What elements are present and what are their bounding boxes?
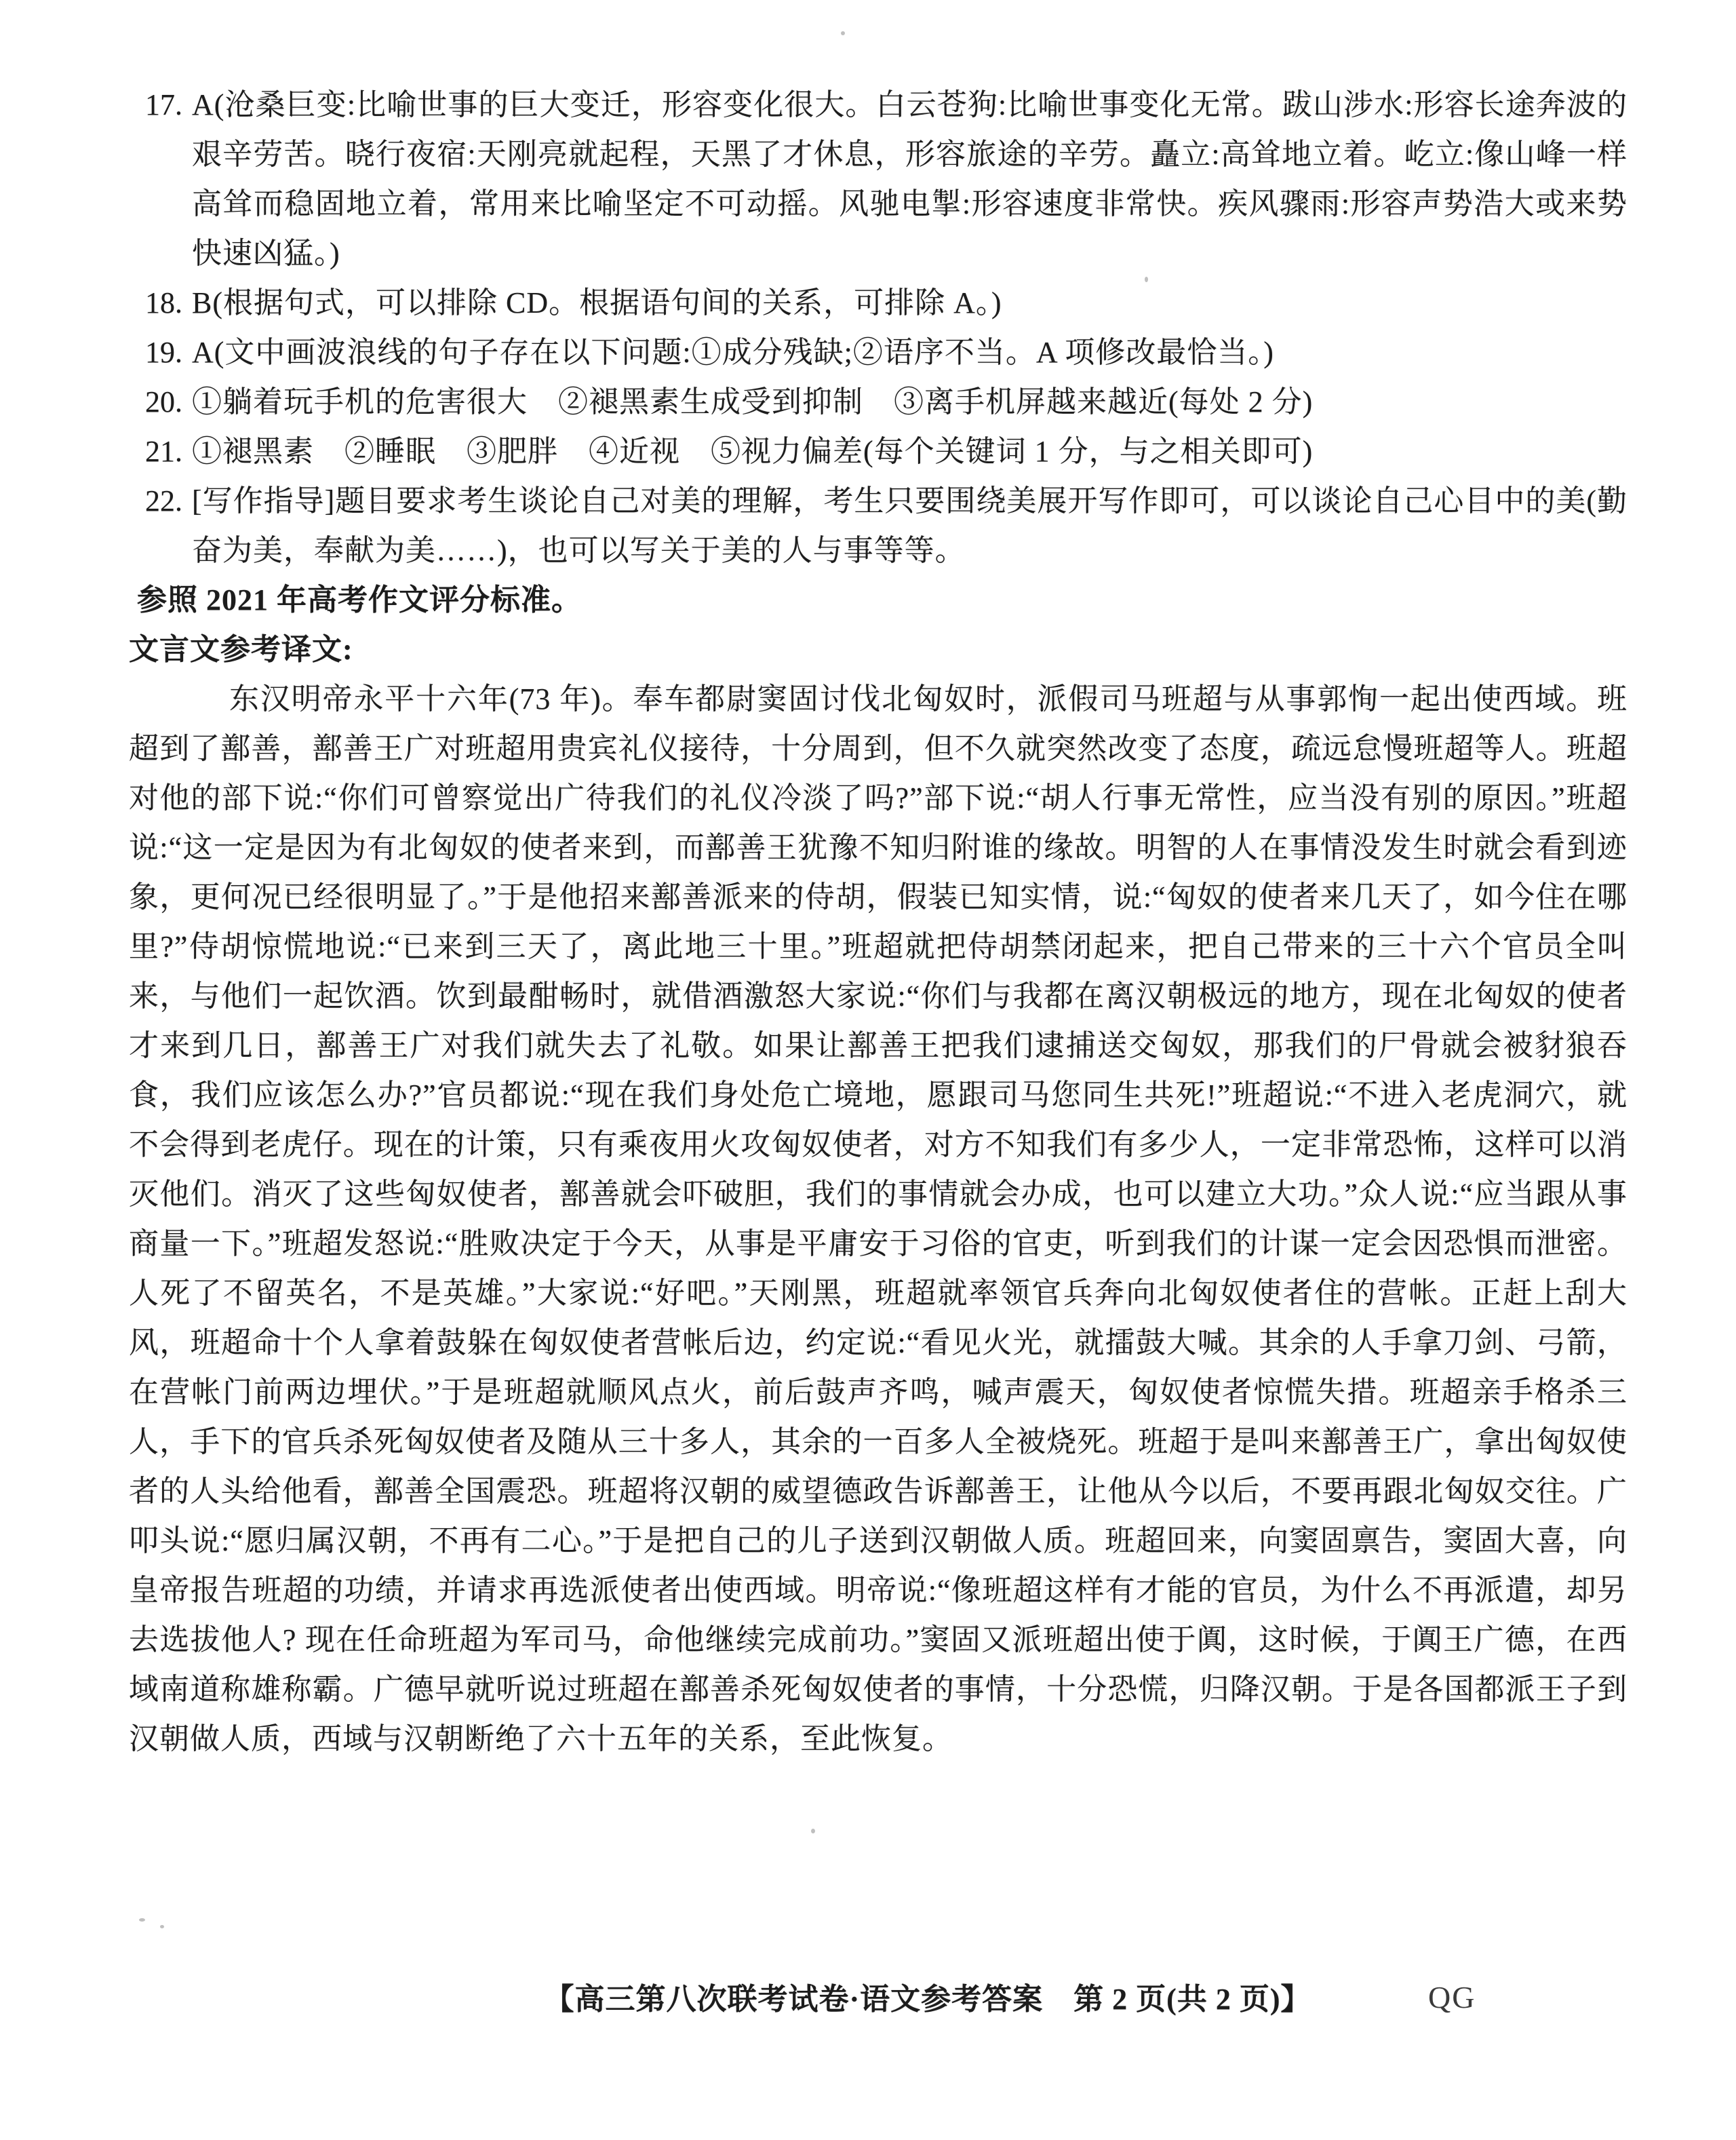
answer-item-number: 17. — [145, 88, 182, 121]
grading-note: 参照 2021 年高考作文评分标准。 — [137, 583, 582, 617]
scan-speck — [160, 1925, 164, 1928]
answer-item-number: 21. — [145, 435, 182, 468]
answer-item-number: 20. — [145, 385, 182, 419]
scan-speck — [841, 31, 845, 35]
answer-item-text: ①褪黑素 ②睡眠 ③肥胖 ④近视 ⑤视力偏差(每个关键词 1 分，与之相关即可) — [192, 435, 1314, 468]
scan-speck — [139, 1918, 145, 1922]
answer-item-number: 19. — [145, 336, 182, 369]
scan-speck — [811, 1829, 815, 1833]
answer-item — [129, 427, 1628, 476]
answer-item-text: B(根据句式，可以排除 CD。根据语句间的关系，可排除 A。) — [192, 286, 1002, 319]
answer-item-text: [写作指导]题目要求考生谈论自己对美的理解，考生只要围绕美展开写作即可，可以谈论自己心目中的美(勤奋为美，奉献为美……)，也可以写关于美的人与事等等。 — [192, 484, 1628, 567]
scan-speck — [1145, 277, 1148, 282]
answer-item-number: 22. — [145, 484, 182, 518]
answer-item-text: A(沧桑巨变:比喻世事的巨大变迁，形容变化很大。白云苍狗:比喻世事变化无常。跋山涉水:形容长途奔波的艰辛劳苦。晓行夜宿:天刚亮就起程，天黑了才休息，形容旅途的辛劳。矗立:高耸地立着。屹立:像山峰一样高耸而稳固地立着，常用来比喻坚定不可动摇。风驰电掣:形容速度非常快。疾风骤雨:形容声势浩大或来势快速凶猛。) — [192, 88, 1628, 270]
section-title-translation: 文言文参考译文: — [129, 633, 353, 666]
answer-item — [129, 476, 1628, 575]
classical-translation-paragraph: 东汉明帝永平十六年(73 年)。奉车都尉窦固讨伐北匈奴时，派假司马班超与从事郭恂一起出使西域。班超到了鄯善，鄯善王广对班超用贵宾礼仪接待，十分周到，但不久就突然改变了态度，疏远怠慢班超等人。班超对他的部下说:“你们可曾察觉出广待我们的礼仪冷淡了吗?”部下说:“胡人行事无常性，应当没有别的原因。”班超说:“这一定是因为有北匈奴的使者来到，而鄯善王犹豫不知归附谁的缘故。明智的人在事情没发生时就会看到迹象，更何况已经很明显了。”于是他招来鄯善派来的侍胡，假装已知实情，说:“匈奴的使者来几天了，如今住在哪里?”侍胡惊慌地说:“已来到三天了，离此地三十里。”班超就把侍胡禁闭起来，把自己带来的三十六个官员全叫来，与他们一起饮酒。饮到最酣畅时，就借酒激怒大家说:“你们与我都在离汉朝极远的地方，现在北匈奴的使者才来到几日，鄯善王广对我们就失去了礼敬。如果让鄯善王把我们逮捕送交匈奴，那我们的尸骨就会被豺狼吞食，我们应该怎么办?”官员都说:“现在我们身处危亡境地，愿跟司马您同生共死!”班超说:“不进入老虎洞穴，就不会得到老虎仔。现在的计策，只有乘夜用火攻匈奴使者，对方不知我们有多少人，一定非常恐怖，这样可以消灭他们。消灭了这些匈奴使者，鄯善就会吓破胆，我们的事情就会办成，也可以建立大功。”众人说:“应当跟从事商量一下。”班超发怒说:“胜败决定于今天，从事是平庸安于习俗的官吏，听到我们的计谋一定会因恐惧而泄密。人死了不留英名，不是英雄。”大家说:“好吧。”天刚黑，班超就率领官兵奔向北匈奴使者住的营帐。正赶上刮大风，班超命十个人拿着鼓躲在匈奴使者营帐后边，约定说:“看见火光，就擂鼓大喊。其余的人手拿刀剑、弓箭，在营帐门前两边埋伏。”于是班超就顺风点火，前后鼓声齐鸣，喊声震天，匈奴使者惊慌失措。班超亲手格杀三人，手下的官兵杀死匈奴使者及随从三十多人，其余的一百多人全被烧死。班超于是叫来鄯善王广，拿出匈奴使者的人头给他看，鄯善全国震恐。班超将汉朝的威望德政告诉鄯善王，让他从今以后，不要再跟北匈奴交往。广叩头说:“愿归属汉朝，不再有二心。”于是把自己的儿子送到汉朝做人质。班超回来，向窦固禀告，窦固大喜，向皇帝报告班超的功绩，并请求再选派使者出使西域。明帝说:“像班超这样有才能的官员，为什么不再派遣，却另去选拔他人? 现在任命班超为军司马，命他继续完成前功。”窦固又派班超出使于阗，这时候，于阗王广德，在西域南道称雄称霸。广德早就听说过班超在鄯善杀死匈奴使者的事情，十分恐慌，归降汉朝。于是各国都派王子到汉朝做人质，西域与汉朝断绝了六十五年的关系，至此恢复。 — [129, 682, 1628, 1755]
footer-title: 【高三第八次联考试卷·语文参考答案 第 2 页(共 2 页)】 — [544, 1983, 1311, 2016]
answer-item-number: 18. — [145, 286, 182, 319]
footer-code: QG — [1428, 1980, 1476, 2015]
answer-item — [129, 377, 1628, 427]
answer-item — [129, 80, 1628, 278]
answer-item — [129, 328, 1628, 377]
answer-item — [129, 278, 1628, 328]
answer-item-text: ①躺着玩手机的危害很大 ②褪黑素生成受到抑制 ③离手机屏越来越近(每处 2 分) — [192, 385, 1314, 419]
document-body — [129, 80, 1628, 1764]
answer-list — [129, 80, 1628, 575]
answer-item-text: A(文中画波浪线的句子存在以下问题:①成分残缺;②语序不当。A 项修改最恰当。) — [192, 336, 1274, 369]
